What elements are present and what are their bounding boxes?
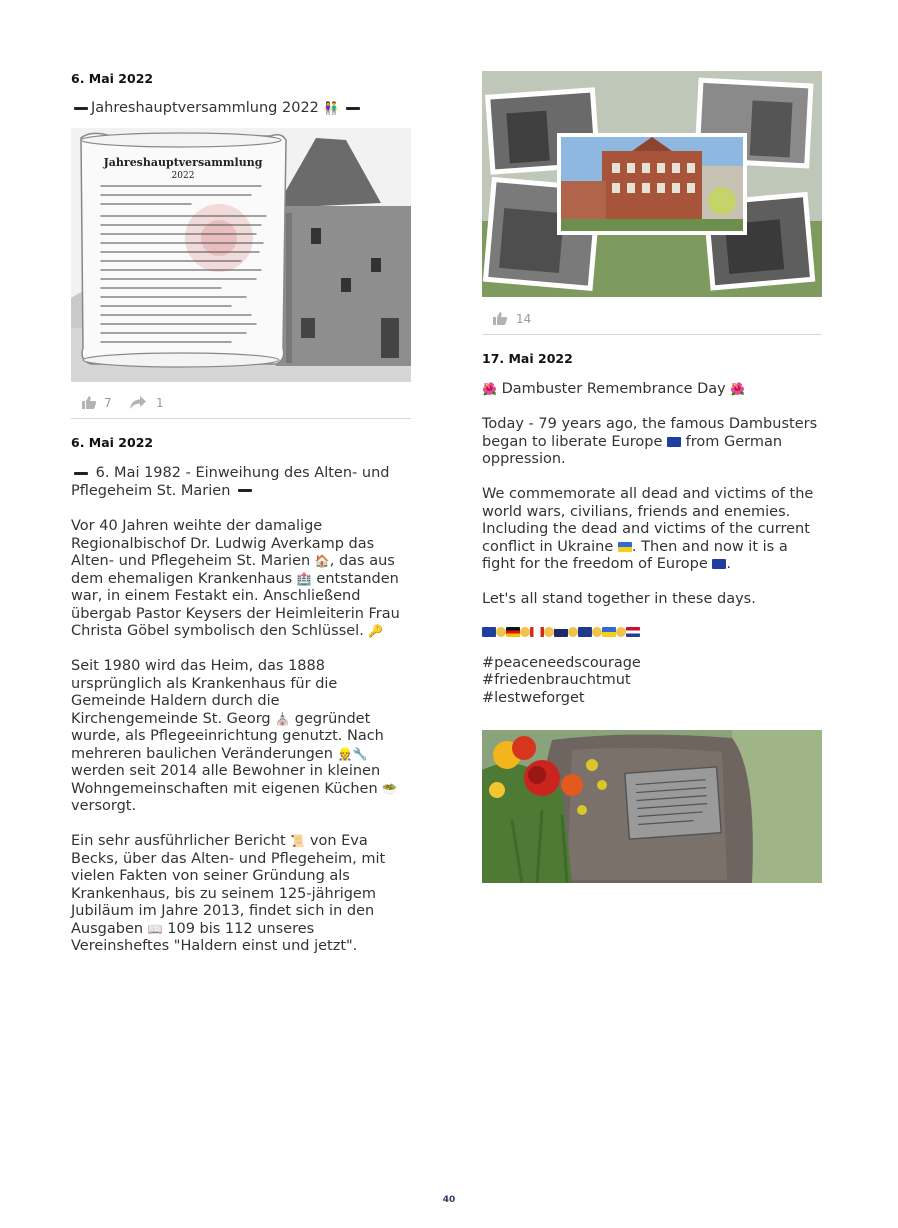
post-title: 🌺 Dambuster Remembrance Day 🌺 — [482, 381, 746, 397]
post-date: 17. Mai 2022 — [482, 351, 573, 366]
wrench-icon: 🔧 — [352, 746, 368, 761]
house-icon: 🏠 — [314, 554, 330, 568]
post-reactions — [71, 388, 411, 419]
worker-icon: 👷 — [337, 746, 353, 761]
hashtag[interactable]: #friedenbrauchtmut — [482, 672, 631, 688]
share-count: 1 — [156, 396, 164, 410]
post-title: Jahreshauptversammlung 2022 👫 — [71, 100, 411, 118]
flower-icon: 🌺 — [730, 382, 746, 396]
ukraine-flag-icon — [602, 627, 616, 637]
scroll-icon: 📜 — [290, 834, 306, 848]
post-body — [71, 518, 411, 973]
dash-icon — [238, 489, 252, 492]
paragraph: Seit 1980 wird das Heim, das 1888 ursprünglich als Krankenhaus für die Gemeinde Haldern durch die Kirchengemeinde St. Georg ⛪ gegründet wurde, als Pflegeeinrichtung genutzt. Nach mehreren baulichen Veränderungen 👷🔧 werden seit 2014 alle Bewohner in kleinen Wohngemeinschaften mit eigenen Küchen 🥗 versorgt. — [71, 658, 398, 814]
hashtag[interactable]: #lestweforget — [482, 689, 585, 706]
people-icon: 👫 — [323, 101, 339, 115]
uk-flag-icon — [554, 627, 568, 637]
page-number: 40 — [442, 1195, 456, 1205]
hands-icon — [592, 627, 602, 637]
hands-icon — [568, 627, 578, 637]
hands-icon — [544, 627, 554, 637]
paragraph: Today - 79 years ago, the famous Dambusters began to liberate Europe from German oppression. — [482, 416, 818, 467]
like-count: 7 — [104, 396, 112, 410]
like-count: 14 — [516, 312, 532, 326]
dash-icon — [74, 472, 88, 475]
flag-row — [482, 626, 822, 638]
key-icon: 🔑 — [368, 624, 384, 638]
hands-icon — [520, 627, 530, 637]
scroll-heading: Jahreshauptversammlung — [103, 156, 263, 169]
hashtag[interactable]: #peaceneedscourage — [482, 654, 641, 671]
paragraph: We commemorate all dead and victims of the world wars, civilians, friends and enemies. Including the dead and victims of the current conflict in Ukraine . Then and now it is a fight for the freedom of Europe . — [482, 486, 814, 572]
hospital-icon: 🏥 — [296, 571, 312, 586]
flower-icon: 🌺 — [482, 382, 497, 396]
book-icon: 📖 — [147, 921, 163, 936]
post-date: 6. Mai 2022 — [71, 435, 154, 450]
thumbs-up-icon[interactable] — [492, 311, 508, 326]
thumbs-up-icon[interactable] — [81, 395, 97, 410]
eu-flag-icon — [482, 627, 496, 637]
dash-icon — [74, 107, 88, 110]
australia-flag-icon — [578, 627, 592, 637]
paragraph: Let's all stand together in these days. — [482, 591, 756, 607]
post-title: 6. Mai 1982 - Einweihung des Alten- und Pflegeheim St. Marien — [71, 465, 390, 499]
eu-flag-icon — [712, 559, 726, 569]
post-date: 6. Mai 2022 — [71, 71, 154, 86]
meeting-announcement-photo — [71, 128, 411, 382]
hands-icon — [496, 627, 506, 637]
paragraph: Vor 40 Jahren weihte der damalige Regionalbischof Dr. Ludwig Averkamp das Alten- und Pflegeheim St. Marien 🏠, das aus dem ehemaligen Krankenhaus 🏥 entstanden war, in einem Festakt ein. Anschließend übergab Pastor Keysers der Heimleiterin Frau Christa Göbel symbolisch den Schlüssel. 🔑 — [71, 518, 400, 639]
scroll-year: 2022 — [171, 171, 195, 181]
post-reactions — [482, 304, 822, 335]
paragraph: Ein sehr ausführlicher Bericht 📜 von Eva Becks, über das Alten- und Pflegeheim, mit vielen Fakten von seiner Gründung als Krankenhaus, bis zu seinem 125-jährigem Jubiläum im Jahre 2013, findet sich in den Ausgaben 📖 109 bis 112 unseres Vereinsheftes "Haldern einst und jetzt". — [71, 833, 386, 954]
hands-icon — [616, 627, 626, 637]
post-body — [482, 416, 822, 707]
memorial-stone-photo — [482, 730, 822, 883]
share-icon[interactable] — [129, 395, 147, 410]
ukraine-flag-icon — [618, 542, 632, 552]
canada-flag-icon — [530, 627, 544, 637]
germany-flag-icon — [506, 627, 520, 637]
eu-flag-icon — [667, 437, 681, 447]
scroll-tower-illustration — [71, 128, 411, 382]
salad-icon: 🥗 — [382, 781, 398, 796]
building-collage-photo — [482, 71, 822, 297]
church-icon: ⛪ — [275, 711, 291, 726]
dash-icon — [346, 107, 360, 110]
netherlands-flag-icon — [626, 627, 640, 637]
